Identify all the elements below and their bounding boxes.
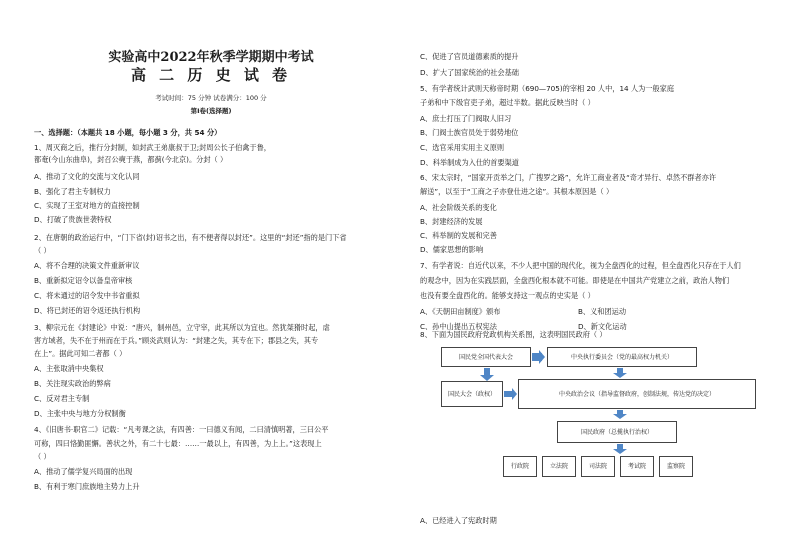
left-line-19: D、主张中央与地方分权制衡: [34, 409, 126, 418]
left-line-2: 都奄(今山东曲阜)，封召公奭于燕，都蓟(今北京)。分封（ ）: [34, 155, 228, 164]
left-line-9: A、将不合理的决策文件重新审议: [34, 261, 140, 270]
box-executive-yuan: 行政院: [503, 456, 537, 477]
box-national-government: 国民政府（总揽执行治权）: [557, 421, 677, 443]
section-title: 第Ⅰ卷(选择题): [190, 107, 232, 115]
left-line-11: C、将未通过的诏令发中书省重拟: [34, 291, 140, 300]
right-line-9: 6、宋太宗时，“国家开贡举之门，广搜罗之路”，允许工商业者及“奇才异行、卓然不群者亦许: [420, 173, 717, 182]
right-line-4: 子弟和中下级官吏子弟，超过半数。据此反映当时（ ）: [420, 98, 595, 107]
box-judicial-yuan: 司法院: [581, 456, 615, 477]
arrow-down-head-icon-3: [613, 414, 627, 419]
left-line-15: 在上”。据此可知二者都（ ）: [34, 349, 127, 358]
left-line-3: A、推动了文化的交流与文化认同: [34, 172, 140, 181]
left-line-22: （ ）: [34, 452, 51, 461]
left-line-21: 可称，四曰恪勤匪懈。善状之外，有二十七最：……一最以上，有四善，为上上。”这表现上: [34, 439, 322, 448]
right-line-2: D、扩大了国家统治的社会基础: [420, 68, 519, 77]
right-line-14: D、儒家思想的影响: [420, 245, 484, 254]
exam-subtitle: 高 二 历 史 试 卷: [130, 66, 292, 84]
left-line-23: A、推动了儒学复兴局面的出现: [34, 467, 133, 476]
right-line-17: 也没有要全盘西化的。能够支持这一观点的史实是（ ）: [420, 291, 595, 300]
right-line-8: D、科举制成为入仕的首要渠道: [420, 158, 519, 167]
left-line-13: 3、柳宗元在《封建论》中说：“唐兴，制州邑，立守宰，此其所以为宜也。然犹桀猾时起，虐: [34, 323, 330, 332]
right-line-5: A、庶士打压了门阀取人旧习: [420, 114, 512, 123]
box-central-executive-committee: 中央执行委员会（党的最高权力机关）: [547, 347, 697, 367]
left-line-18: C、反对君主专制: [34, 394, 90, 403]
q7-option-c: C、孙中山提出五权宪法: [420, 322, 497, 331]
arrow-right-head-icon-2: [512, 388, 517, 400]
right-line-1: C、促进了官员道德素质的提升: [420, 52, 519, 61]
q7-option-b: B、义和团运动: [578, 307, 627, 316]
left-line-14: 害方域者，失不在于州而在于兵。”顾炎武则认为：“封建之失，其专在下；郡县之失，其专: [34, 336, 319, 345]
arrow-down-head-icon-4: [613, 449, 627, 454]
box-central-political-council: 中央政治会议（指导监督政府，创制法规，传达党的决定）: [518, 379, 756, 409]
left-line-12: D、将已封还的诏令返还执行机构: [34, 306, 141, 315]
part-one-heading: 一、选择题：（本题共 18 小题，每小题 3 分，共 54 分）: [34, 128, 222, 137]
q8-option-a: A、已经进入了宪政时期: [420, 516, 497, 525]
party-government-diagram: [431, 341, 761, 509]
right-line-7: C、选官采用实用主义原则: [420, 143, 505, 152]
left-line-24: B、有利于寒门庶族地主势力上升: [34, 482, 140, 491]
box-kmt-congress: 国民党全国代表大会: [441, 347, 531, 367]
left-line-5: C、实现了王室对地方的直接控制: [34, 201, 140, 210]
right-line-13: C、科举制的发展和完善: [420, 231, 497, 240]
right-line-6: B、门阀士族官员处于弱势地位: [420, 128, 519, 137]
exam-title: 实验高中2022年秋季学期期中考试: [108, 50, 314, 65]
left-line-8: （ ）: [34, 246, 51, 255]
exam-meta: 考试时间：75 分钟 试卷满分：100 分: [155, 94, 267, 102]
left-line-4: B、强化了君主专制权力: [34, 187, 111, 196]
left-line-1: 1、周灭商之后，推行分封制，如封武王弟康叔于卫;封周公长子伯禽于鲁，: [34, 143, 271, 152]
box-control-yuan: 监察院: [659, 456, 693, 477]
left-line-20: 4、《旧唐书·职官二》记载：“凡考课之法，有四善：一曰德义有闻，二曰清慎明著，三曰公平: [34, 425, 329, 434]
left-line-16: A、主张取消中央集权: [34, 364, 104, 373]
q7-option-a: A、《天朝田亩制度》颁布: [420, 307, 501, 316]
q7-option-d: D、新文化运动: [578, 322, 627, 331]
right-line-12: B、封建经济的发展: [420, 217, 483, 226]
box-examination-yuan: 考试院: [620, 456, 654, 477]
arrow-right-head-icon: [539, 350, 545, 364]
box-legislative-yuan: 立法院: [542, 456, 576, 477]
right-line-15: 7、有学者说：自近代以来，不少人把中国的现代化，视为全盘西化的过程，但全盘西化只存在于人们: [420, 261, 741, 270]
left-line-17: B、关注现实政治的弊病: [34, 379, 111, 388]
arrow-down-head-icon-2: [613, 373, 627, 378]
right-line-3: 5、有学者统计武则天称帝时期（690—705)的宰相 20 人中，14 人为一般家庭: [420, 84, 675, 93]
left-line-10: B、重新拟定诏令以备皇帝审核: [34, 276, 133, 285]
right-line-10: 解送”，以至于“工商之子亦登仕进之途”。其根本原因是（ ）: [420, 187, 614, 196]
left-line-6: D、打破了贵族世袭特权: [34, 215, 112, 224]
right-line-11: A、社会阶级关系的变化: [420, 203, 497, 212]
q8-stem: 8、下面为国民政府党政机构关系图，这表明国民政府（ ）: [420, 330, 607, 339]
box-national-assembly: 国民大会（政权）: [441, 381, 503, 407]
left-line-7: 2、在唐朝的政治运行中，“门下省(封)诏书之出，有不便者得以封还”。这里的“封还”指的是门下省: [34, 233, 347, 242]
right-line-16: 的观念中，因为在实践层面，全盘西化根本就不可能。即使是在中国共产党建立之前，政治人物们: [420, 276, 730, 285]
